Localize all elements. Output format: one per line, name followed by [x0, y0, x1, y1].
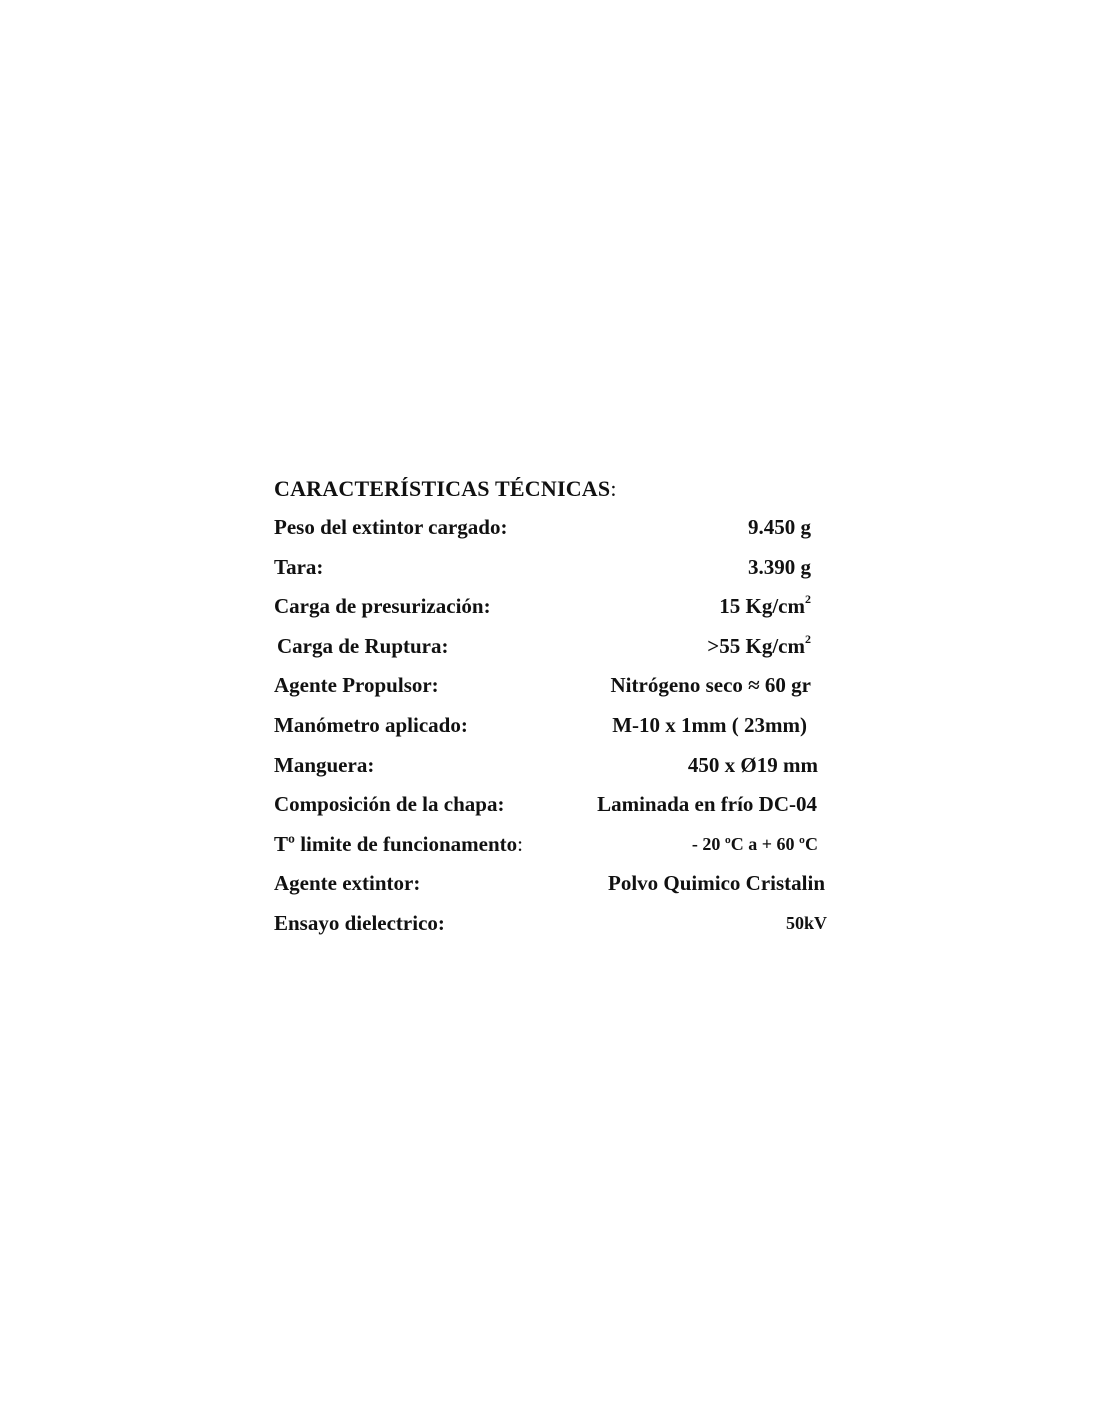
spec-label: Agente Propulsor: — [274, 673, 439, 698]
spec-value — [707, 627, 811, 667]
spec-label: Manguera: — [274, 752, 375, 777]
spec-label: Carga de Ruptura: — [277, 633, 449, 658]
spec-value: Nitrógeno seco ≈ 60 gr — [610, 673, 811, 698]
spec-value-text: 15 Kg/cm — [719, 594, 805, 619]
specs-heading — [274, 470, 854, 508]
spec-value-text: >55 Kg/cm — [707, 633, 805, 658]
spec-row-manguera — [274, 746, 854, 786]
spec-row-manometro — [274, 706, 854, 746]
spec-row-chapa — [274, 785, 854, 825]
spec-label-colon: : — [517, 831, 524, 856]
specs-heading-text: CARACTERÍSTICAS TÉCNICAS — [274, 476, 611, 501]
spec-label: Agente extintor: — [274, 871, 421, 896]
technical-specs — [274, 470, 854, 944]
spec-label: Composición de la chapa: — [274, 792, 505, 817]
spec-value: 450 x Ø19 mm — [687, 752, 818, 777]
spec-row-ruptura — [274, 627, 854, 667]
specs-heading-colon: : — [610, 476, 617, 501]
spec-label: Carga de presurización: — [274, 594, 491, 619]
spec-value: 3.390 g — [748, 554, 811, 579]
spec-label: Peso del extintor cargado: — [274, 515, 508, 539]
spec-row-propulsor — [274, 666, 854, 706]
spec-label-text: Tº limite de funcionamento — [274, 831, 518, 856]
spec-value-superscript: 2 — [805, 592, 811, 607]
spec-value: 9.450 g — [748, 515, 811, 539]
spec-value: 50kV — [785, 912, 827, 933]
spec-row-tara — [274, 548, 854, 588]
spec-value: Laminada en frío DC-04 — [597, 792, 817, 817]
spec-label: Manómetro aplicado: — [274, 712, 468, 737]
spec-row-agente-extintor — [274, 864, 854, 904]
spec-value — [719, 587, 811, 627]
spec-value-superscript: 2 — [805, 631, 811, 646]
spec-label: Tara: — [274, 554, 324, 579]
spec-row-presurizacion — [274, 587, 854, 627]
spec-row-dielectrico — [274, 904, 854, 944]
spec-value: M-10 x 1mm ( 23mm) — [612, 712, 807, 737]
spec-value: - 20 ºC a + 60 ºC — [691, 833, 818, 854]
spec-row-peso — [274, 508, 854, 548]
spec-label: Ensayo dielectrico: — [274, 910, 445, 935]
spec-value: Polvo Quimico Cristalin — [608, 871, 825, 896]
spec-label — [274, 825, 523, 865]
spec-row-temperatura — [274, 825, 854, 865]
